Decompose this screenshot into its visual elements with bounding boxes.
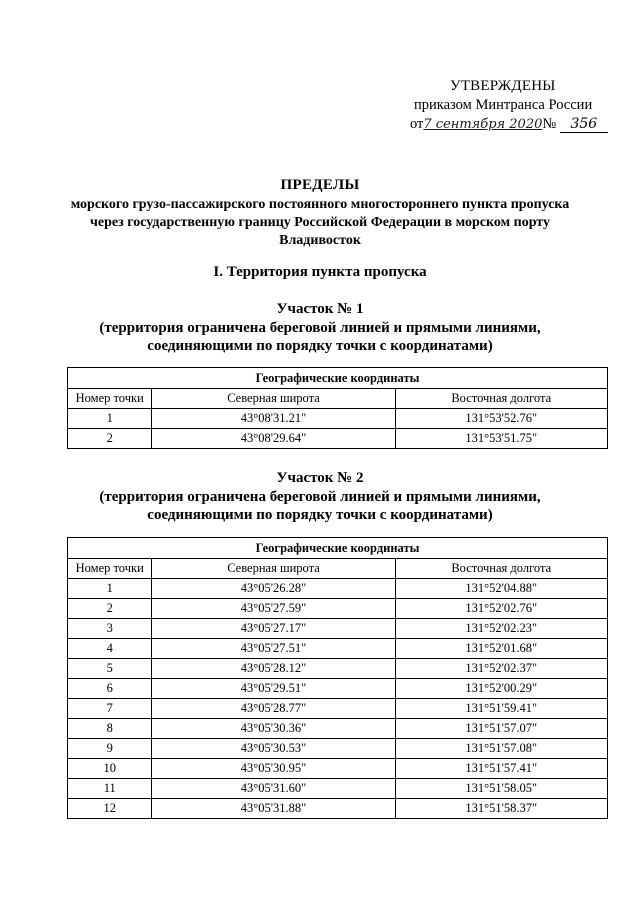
cell-point-number: 11 xyxy=(68,779,152,799)
column-header-point: Номер точки xyxy=(68,389,152,409)
table-row xyxy=(68,779,608,799)
table-row xyxy=(68,639,608,659)
cell-latitude: 43°05'29.51" xyxy=(152,679,395,699)
handwritten-number: 356 xyxy=(560,117,608,133)
cell-longitude: 131°52'00.29" xyxy=(395,679,607,699)
table-header: Географические координаты xyxy=(68,368,608,389)
cell-point-number: 9 xyxy=(68,739,152,759)
cell-latitude: 43°08'31.21" xyxy=(152,409,395,429)
cell-latitude: 43°05'28.77" xyxy=(152,699,395,719)
table-row xyxy=(68,719,608,739)
cell-point-number: 5 xyxy=(68,659,152,679)
cell-point-number: 3 xyxy=(68,619,152,639)
plot-1-coordinates-table xyxy=(67,367,608,449)
plot-1-rows xyxy=(68,409,608,449)
cell-latitude: 43°05'31.60" xyxy=(152,779,395,799)
cell-point-number: 1 xyxy=(68,579,152,599)
cell-longitude: 131°53'51.75" xyxy=(395,429,607,449)
handwritten-date: 7 сентября 2020 xyxy=(423,117,543,132)
cell-latitude: 43°05'30.95" xyxy=(152,759,395,779)
cell-latitude: 43°05'30.53" xyxy=(152,739,395,759)
table-row xyxy=(68,409,608,429)
column-header-latitude: Северная широта xyxy=(152,389,395,409)
cell-latitude: 43°05'30.36" xyxy=(152,719,395,739)
cell-longitude: 131°52'01.68" xyxy=(395,639,607,659)
cell-longitude: 131°51'57.41" xyxy=(395,759,607,779)
plot-1-desc-2: соединяющими по порядку точки с координатами) xyxy=(147,338,493,354)
cell-latitude: 43°05'28.12" xyxy=(152,659,395,679)
cell-longitude: 131°52'02.76" xyxy=(395,599,607,619)
cell-point-number: 10 xyxy=(68,759,152,779)
column-header-longitude: Восточная долгота xyxy=(395,559,607,579)
section-heading: I. Территория пункта пропуска xyxy=(213,264,427,280)
column-header-longitude: Восточная долгота xyxy=(395,389,607,409)
plot-1-heading xyxy=(0,300,640,356)
cell-point-number: 4 xyxy=(68,639,152,659)
cell-longitude: 131°52'04.88" xyxy=(395,579,607,599)
approval-order-line: приказом Минтранса России xyxy=(414,97,593,113)
table-row xyxy=(68,579,608,599)
plot-2-title: Участок № 2 xyxy=(276,470,364,486)
approval-date-line xyxy=(410,115,600,134)
cell-latitude: 43°05'31.88" xyxy=(152,799,395,819)
document-title: ПРЕДЕЛЫ xyxy=(280,177,360,193)
cell-longitude: 131°51'59.41" xyxy=(395,699,607,719)
cell-point-number: 1 xyxy=(68,409,152,429)
cell-latitude: 43°05'27.51" xyxy=(152,639,395,659)
plot-2-rows xyxy=(68,579,608,819)
cell-longitude: 131°51'58.37" xyxy=(395,799,607,819)
approval-block xyxy=(410,77,600,134)
table-row xyxy=(68,619,608,639)
plot-2-heading xyxy=(0,469,640,525)
cell-longitude: 131°52'02.23" xyxy=(395,619,607,639)
table-row xyxy=(68,599,608,619)
subtitle-line-1: морского грузо-пассажирского постоянного многостороннего пункта пропуска xyxy=(70,197,570,212)
table-row xyxy=(68,799,608,819)
plot-2-coordinates-table xyxy=(67,537,608,819)
plot-2-desc-1: (территория ограничена береговой линией и прямыми линиями, xyxy=(99,488,541,505)
table-row xyxy=(68,659,608,679)
cell-point-number: 2 xyxy=(68,429,152,449)
cell-longitude: 131°51'58.05" xyxy=(395,779,607,799)
cell-point-number: 6 xyxy=(68,679,152,699)
cell-point-number: 8 xyxy=(68,719,152,739)
table-header: Географические координаты xyxy=(68,538,608,559)
table-row xyxy=(68,679,608,699)
cell-latitude: 43°05'27.59" xyxy=(152,599,395,619)
number-prefix: № xyxy=(542,116,557,132)
subtitle-line-3: Владивосток xyxy=(279,233,361,248)
subtitle-line-2: через государственную границу Российской Федерации в морском порту xyxy=(90,215,550,230)
column-header-latitude: Северная широта xyxy=(152,559,395,579)
table-row xyxy=(68,429,608,449)
cell-longitude: 131°52'02.37" xyxy=(395,659,607,679)
cell-latitude: 43°08'29.64" xyxy=(152,429,395,449)
table-row xyxy=(68,759,608,779)
plot-2-desc-2: соединяющими по порядку точки с координатами) xyxy=(147,507,493,523)
cell-longitude: 131°51'57.07" xyxy=(395,719,607,739)
cell-longitude: 131°53'52.76" xyxy=(395,409,607,429)
cell-point-number: 12 xyxy=(68,799,152,819)
column-header-point: Номер точки xyxy=(68,559,152,579)
table-row xyxy=(68,739,608,759)
document-subtitle xyxy=(0,196,640,250)
cell-point-number: 7 xyxy=(68,699,152,719)
plot-1-desc-1: (территория ограничена береговой линией и прямыми линиями, xyxy=(99,319,541,336)
cell-longitude: 131°51'57.08" xyxy=(395,739,607,759)
date-prefix: от xyxy=(410,116,424,132)
cell-point-number: 2 xyxy=(68,599,152,619)
cell-latitude: 43°05'27.17" xyxy=(152,619,395,639)
table-row xyxy=(68,699,608,719)
cell-latitude: 43°05'26.28" xyxy=(152,579,395,599)
plot-1-title: Участок № 1 xyxy=(276,301,364,317)
approval-title: УТВЕРЖДЕНЫ xyxy=(450,78,556,94)
